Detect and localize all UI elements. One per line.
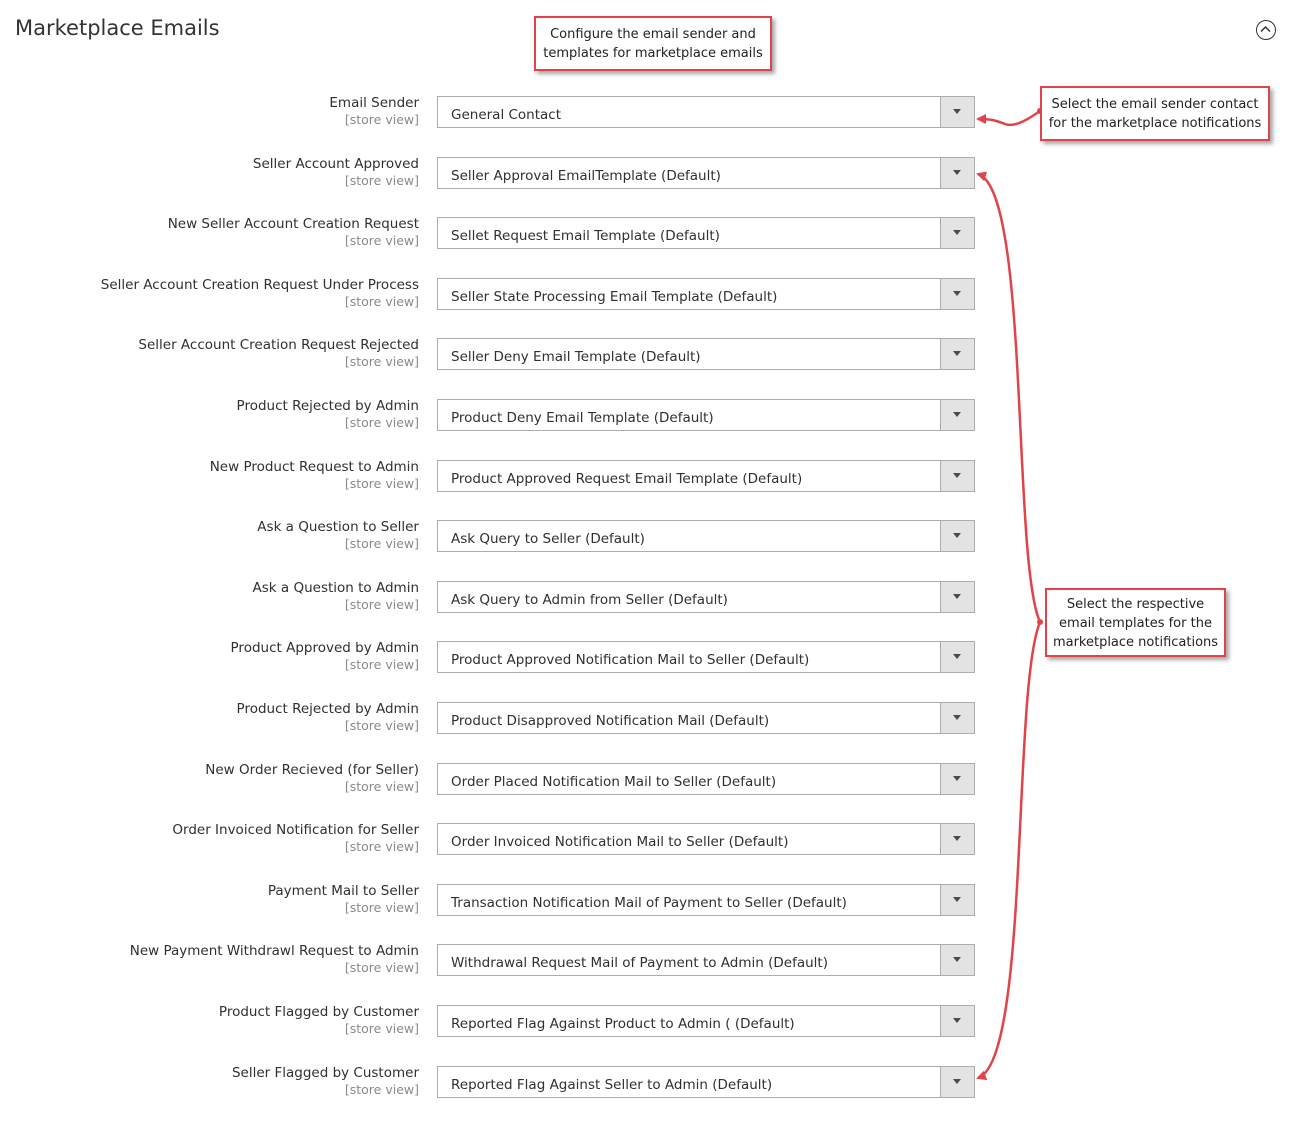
callout-configure-line2: templates for marketplace emails: [543, 46, 763, 61]
chevron-down-icon: [953, 291, 961, 296]
select-value: Ask Query to Admin from Seller (Default): [451, 592, 728, 608]
scope-label: [store view]: [344, 536, 419, 551]
field-row: [0, 217, 1000, 251]
field-label: Product Rejected by Admin: [236, 398, 419, 414]
select-toggle-button[interactable]: [940, 1006, 974, 1036]
select-value: Reported Flag Against Product to Admin ( (Default): [451, 1016, 795, 1032]
field-label: Seller Flagged by Customer: [231, 1065, 419, 1081]
field-row: [0, 278, 1000, 312]
chevron-down-icon: [953, 654, 961, 659]
template-select[interactable]: [437, 641, 975, 673]
template-select[interactable]: [437, 399, 975, 431]
field-label-group: [253, 580, 419, 612]
select-value: Product Disapproved Notification Mail (Default): [451, 713, 770, 729]
template-select[interactable]: [437, 1066, 975, 1098]
select-toggle-button[interactable]: [940, 461, 974, 491]
chevron-down-icon: [953, 351, 961, 356]
select-toggle-button[interactable]: [940, 339, 974, 369]
chevron-down-icon: [953, 897, 961, 902]
select-value: Transaction Notification Mail of Payment to Seller (Default): [451, 895, 847, 911]
field-row: [0, 1066, 1000, 1100]
select-toggle-button[interactable]: [940, 218, 974, 248]
scope-label: [store view]: [344, 112, 419, 127]
field-row: [0, 702, 1000, 736]
callout-sender: [1040, 86, 1270, 141]
chevron-down-icon: [953, 170, 961, 175]
field-label-group: [329, 95, 419, 127]
template-select[interactable]: [437, 823, 975, 855]
scope-label: [store view]: [344, 354, 419, 369]
chevron-down-icon: [953, 230, 961, 235]
chevron-down-icon: [953, 715, 961, 720]
field-label-group: [210, 459, 419, 491]
select-value: Seller Approval EmailTemplate (Default): [451, 168, 721, 184]
field-label-group: [101, 277, 419, 309]
field-row: [0, 520, 1000, 554]
select-value: Reported Flag Against Seller to Admin (Default): [451, 1077, 773, 1093]
chevron-up-icon: [1260, 25, 1271, 33]
field-row: [0, 399, 1000, 433]
chevron-down-icon: [953, 957, 961, 962]
callout-templates-line1: Select the respective: [1066, 597, 1205, 612]
field-label: Ask a Question to Admin: [252, 580, 419, 596]
field-label: Ask a Question to Seller: [257, 519, 419, 535]
scope-label: [store view]: [344, 294, 419, 309]
templates-arrow-dot: [1037, 619, 1043, 625]
select-toggle-button[interactable]: [940, 1067, 974, 1097]
field-label-group: [172, 822, 419, 854]
chevron-down-icon: [953, 533, 961, 538]
scope-label: [store view]: [344, 960, 419, 975]
template-select[interactable]: [437, 520, 975, 552]
select-value: General Contact: [451, 107, 562, 123]
field-label: Product Rejected by Admin: [236, 701, 419, 717]
field-row: [0, 1005, 1000, 1039]
field-row: [0, 581, 1000, 615]
select-toggle-button[interactable]: [940, 279, 974, 309]
scope-label: [store view]: [344, 718, 419, 733]
scope-label: [store view]: [344, 233, 419, 248]
email-sender-select[interactable]: [437, 96, 975, 128]
field-label-group: [205, 762, 419, 794]
field-row: [0, 884, 1000, 918]
scope-label: [store view]: [344, 1082, 419, 1097]
field-label: Seller Account Creation Request Rejected: [138, 337, 419, 353]
field-row: [0, 823, 1000, 857]
field-row: [0, 338, 1000, 372]
template-select[interactable]: [437, 581, 975, 613]
field-label: Order Invoiced Notification for Seller: [172, 822, 419, 838]
template-select[interactable]: [437, 944, 975, 976]
chevron-down-icon: [953, 1018, 961, 1023]
callout-templates-line3: marketplace notifications: [1052, 635, 1219, 650]
scope-label: [store view]: [344, 476, 419, 491]
scope-label: [store view]: [344, 415, 419, 430]
chevron-down-icon: [953, 836, 961, 841]
field-label: Payment Mail to Seller: [267, 883, 419, 899]
field-label-group: [130, 943, 419, 975]
chevron-down-icon: [953, 1079, 961, 1084]
field-label: Email Sender: [329, 95, 419, 111]
select-toggle-button[interactable]: [940, 582, 974, 612]
select-value: Ask Query to Seller (Default): [451, 531, 645, 547]
field-label-group: [231, 640, 419, 672]
field-label-group: [237, 398, 419, 430]
select-value: Order Invoiced Notification Mail to Seller (Default): [451, 834, 789, 850]
field-label-group: [253, 156, 419, 188]
select-toggle-button[interactable]: [940, 824, 974, 854]
callout-sender-line1: Select the email sender contact: [1051, 97, 1259, 112]
select-toggle-button[interactable]: [940, 400, 974, 430]
collapse-section-button[interactable]: [1256, 20, 1276, 40]
template-select[interactable]: [437, 1005, 975, 1037]
select-value: Seller Deny Email Template (Default): [451, 349, 701, 365]
callout-sender-line2: for the marketplace notifications: [1048, 116, 1262, 131]
scope-label: [store view]: [344, 779, 419, 794]
field-label: Product Flagged by Customer: [218, 1004, 419, 1020]
template-select[interactable]: [437, 702, 975, 734]
template-select[interactable]: [437, 338, 975, 370]
field-label: Seller Account Creation Request Under Process: [100, 277, 419, 293]
section-title: Marketplace Emails: [15, 16, 220, 40]
field-label-group: [219, 1004, 419, 1036]
scope-label: [store view]: [344, 597, 419, 612]
field-label-group: [138, 337, 419, 369]
select-toggle-button[interactable]: [940, 703, 974, 733]
field-label: Product Approved by Admin: [230, 640, 419, 656]
chevron-down-icon: [953, 594, 961, 599]
field-label-group: [257, 519, 419, 551]
scope-label: [store view]: [344, 173, 419, 188]
field-row: [0, 641, 1000, 675]
template-select[interactable]: [437, 884, 975, 916]
field-row: [0, 944, 1000, 978]
select-value: Order Placed Notification Mail to Seller (Default): [451, 774, 777, 790]
select-toggle-button[interactable]: [940, 764, 974, 794]
field-label: New Product Request to Admin: [209, 459, 419, 475]
scope-label: [store view]: [344, 839, 419, 854]
select-value: Product Approved Request Email Template (Default): [451, 471, 803, 487]
template-select[interactable]: [437, 763, 975, 795]
callout-configure: [534, 16, 772, 71]
select-toggle-button[interactable]: [940, 885, 974, 915]
field-label: New Payment Withdrawl Request to Admin: [129, 943, 419, 959]
field-label: New Seller Account Creation Request: [167, 216, 419, 232]
template-select[interactable]: [437, 460, 975, 492]
field-label-group: [232, 1065, 419, 1097]
field-label-group: [237, 701, 419, 733]
field-label: Seller Account Approved: [252, 156, 419, 172]
select-value: Withdrawal Request Mail of Payment to Admin (Default): [451, 955, 828, 971]
select-value: Seller State Processing Email Template (Default): [451, 289, 778, 305]
field-label: New Order Recieved (for Seller): [205, 762, 419, 778]
select-toggle-button[interactable]: [940, 97, 974, 127]
chevron-down-icon: [953, 776, 961, 781]
field-row: [0, 763, 1000, 797]
select-toggle-button[interactable]: [940, 521, 974, 551]
chevron-down-icon: [953, 109, 961, 114]
scope-label: [store view]: [344, 1021, 419, 1036]
template-select[interactable]: [437, 278, 975, 310]
field-row: [0, 96, 1000, 130]
field-label-group: [268, 883, 419, 915]
callout-templates-line2: email templates for the: [1059, 616, 1212, 631]
callout-templates: [1045, 588, 1226, 657]
select-value: Product Approved Notification Mail to Seller (Default): [451, 652, 810, 668]
callout-configure-line1: Configure the email sender and: [550, 27, 756, 42]
select-toggle-button[interactable]: [940, 945, 974, 975]
select-value: Product Deny Email Template (Default): [451, 410, 714, 426]
select-value: Sellet Request Email Template (Default): [451, 228, 720, 244]
template-select[interactable]: [437, 217, 975, 249]
template-select[interactable]: [437, 157, 975, 189]
chevron-down-icon: [953, 473, 961, 478]
scope-label: [store view]: [344, 657, 419, 672]
field-row: [0, 157, 1000, 191]
scope-label: [store view]: [344, 900, 419, 915]
select-toggle-button[interactable]: [940, 158, 974, 188]
field-row: [0, 460, 1000, 494]
select-toggle-button[interactable]: [940, 642, 974, 672]
chevron-down-icon: [953, 412, 961, 417]
field-label-group: [168, 216, 419, 248]
